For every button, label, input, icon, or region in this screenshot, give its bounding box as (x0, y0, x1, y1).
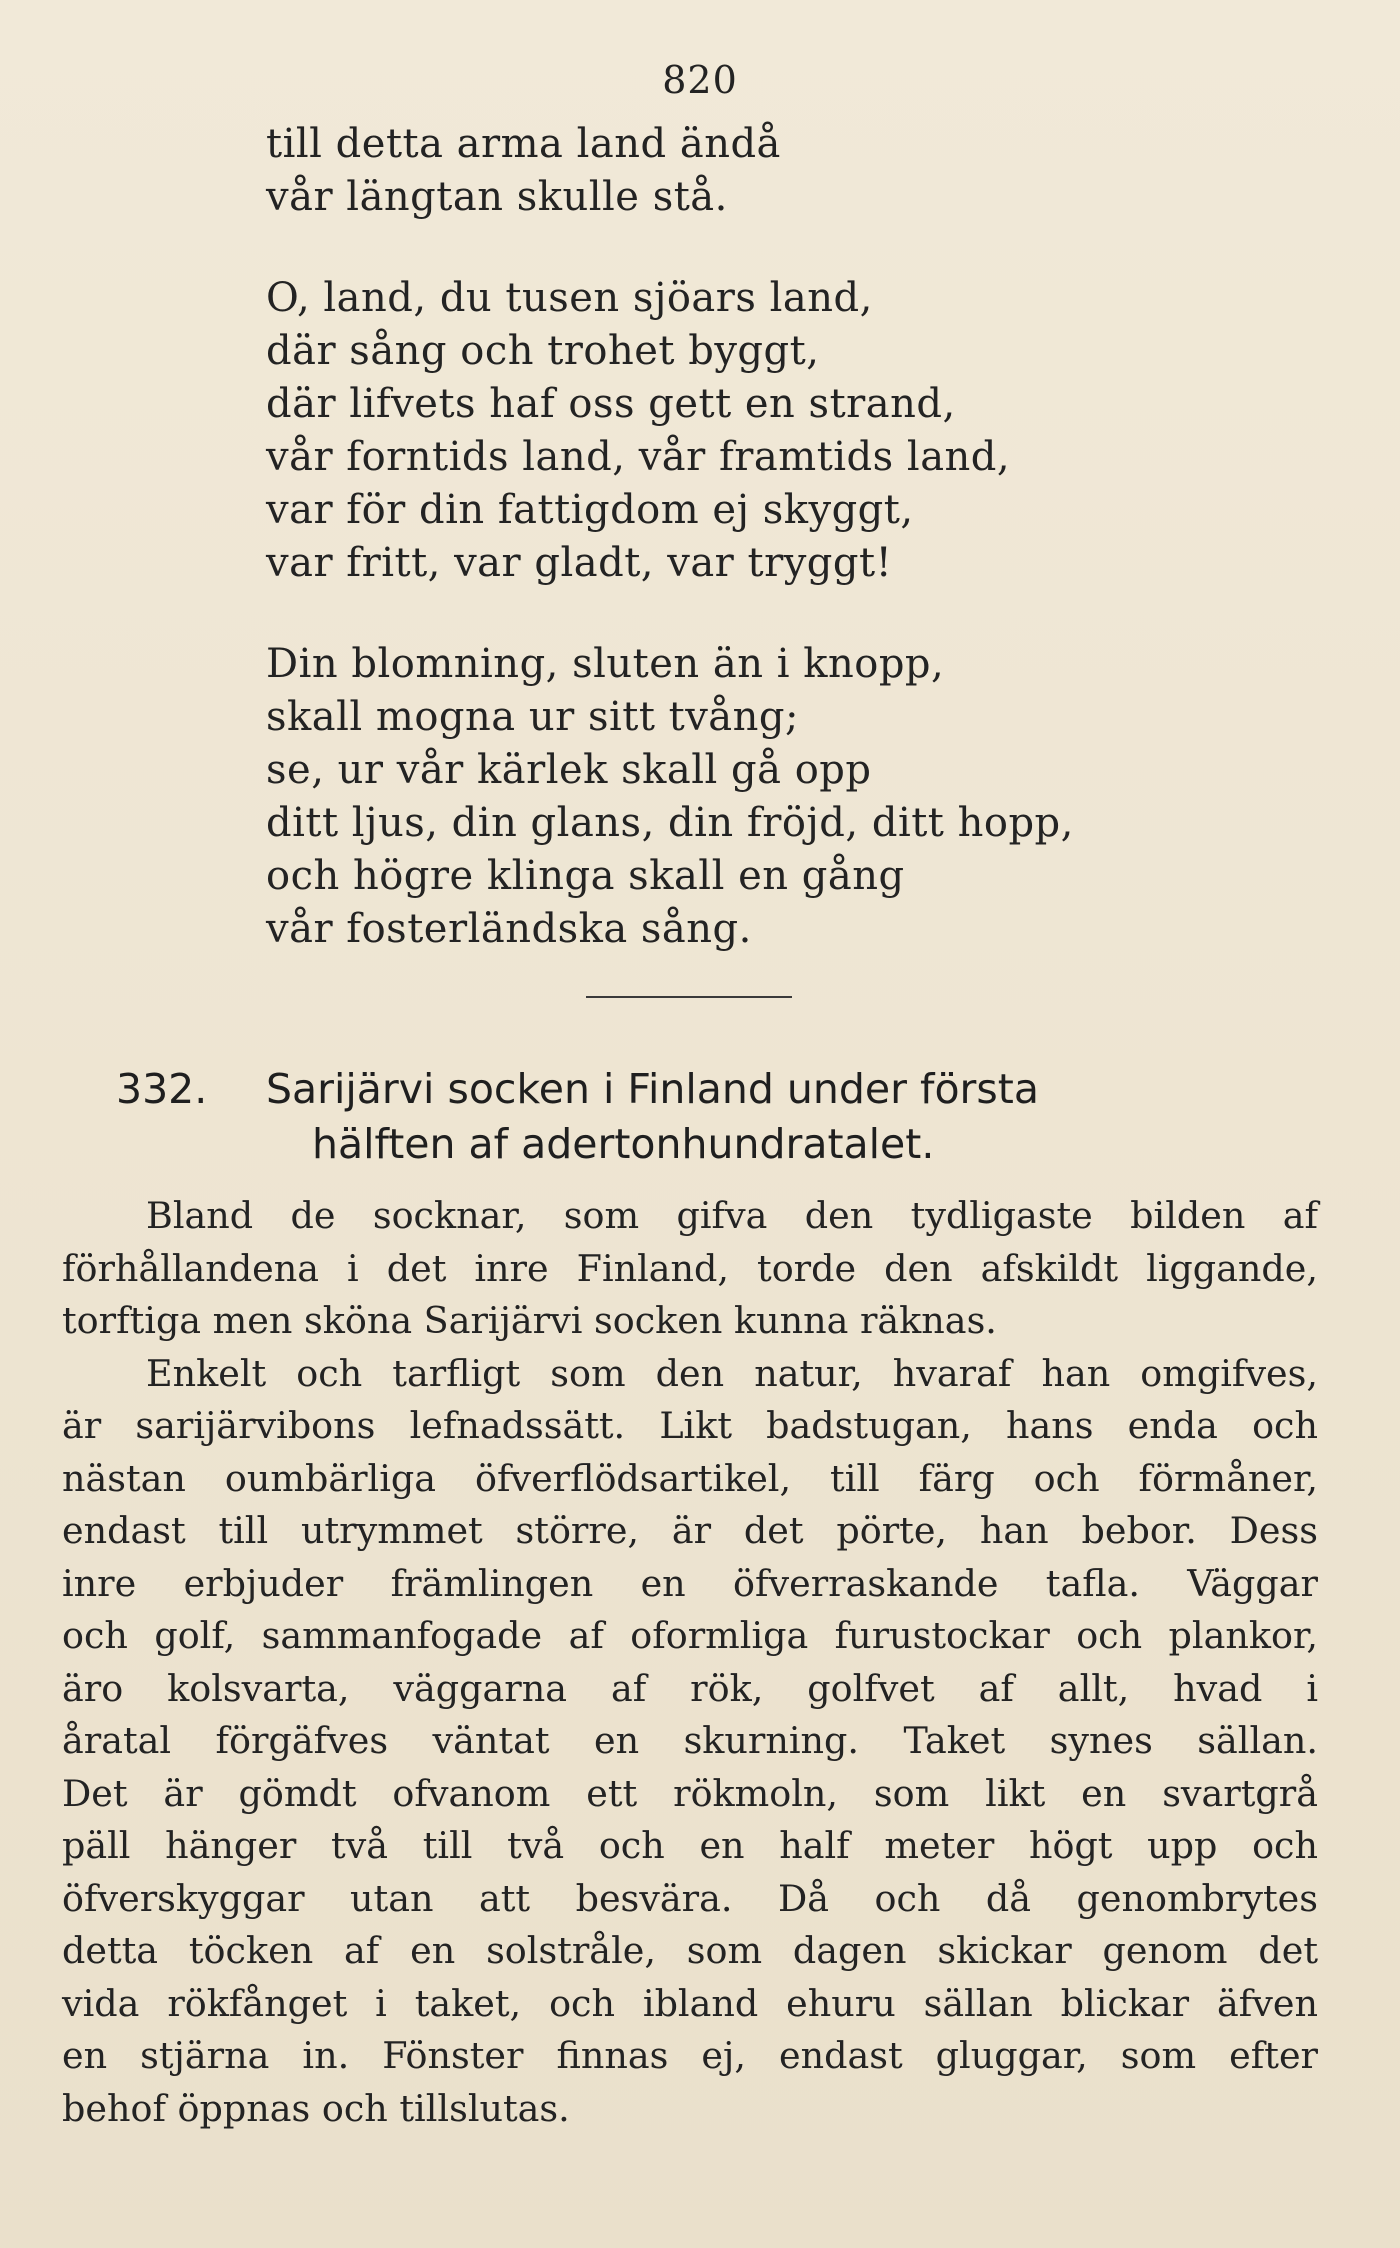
prose-line: päll hänger två till två och en half meter högt upp och (62, 1824, 1318, 1867)
prose-line: och golf, sammanfogade af oformliga furustockar och plankor, (62, 1614, 1318, 1657)
prose-line: Bland de socknar, som gifva den tydligaste bilden af (146, 1194, 1318, 1237)
prose-line: torftiga men sköna Sarijärvi socken kunna räknas. (62, 1299, 997, 1342)
prose-line: vida rökfånget i taket, och ibland ehuru sällan blickar äfven (62, 1981, 1318, 2025)
verse-line: Din blomning, sluten än i knopp, (266, 641, 945, 687)
section-number: 332. (116, 1065, 208, 1113)
section-heading (116, 1062, 1316, 1172)
verse-line: ditt ljus, din glans, din fröjd, ditt hopp, (266, 800, 1074, 846)
verse-line: se, ur vår kärlek skall gå opp (266, 747, 872, 793)
poem-stanza-1 (266, 118, 1266, 224)
prose-line: endast till utrymmet större, är det pörte, han bebor. Dess (62, 1509, 1318, 1552)
prose-line: Enkelt och tarfligt som den natur, hvaraf han omgifves, (146, 1351, 1318, 1395)
prose-line: åratal förgäfves väntat en skurning. Taket synes sällan. (62, 1719, 1318, 1762)
verse-line: vår fosterländska sång. (266, 906, 752, 952)
prose-line: inre erbjuder främlingen en öfverraskande tafla. Väggar (62, 1561, 1318, 1605)
prose-line: Det är gömdt ofvanom ett rökmoln, som likt en svartgrå (62, 1771, 1318, 1815)
prose-line: äro kolsvarta, väggarna af rök, golfvet af allt, hvad i (62, 1666, 1318, 1710)
section-divider (586, 996, 792, 998)
prose-line: detta töcken af en solstråle, som dagen skickar genom det (62, 1929, 1318, 1972)
verse-line: vår längtan skulle stå. (266, 174, 728, 220)
section-heading-line-1 (116, 1062, 1316, 1117)
verse-line: där lifvets haf oss gett en strand, (266, 381, 956, 427)
poem-stanza-2 (266, 272, 1266, 590)
prose-line: är sarijärvibons lefnadssätt. Likt badstugan, hans enda och (62, 1404, 1318, 1447)
verse-line: var för din fattigdom ej skyggt, (266, 487, 914, 533)
verse-line: skall mogna ur sitt tvång; (266, 694, 799, 740)
verse-line: där sång och trohet byggt, (266, 328, 820, 374)
section-heading-line-2: hälften af adertonhundratalet. (312, 1120, 935, 1168)
page-number: 820 (662, 58, 738, 102)
poem-stanza-3 (266, 638, 1266, 956)
verse-line: och högre klinga skall en gång (266, 853, 905, 899)
verse-line: O, land, du tusen sjöars land, (266, 275, 873, 321)
poem (266, 118, 1266, 1004)
prose-line: behof öppnas och tillslutas. (62, 2086, 570, 2130)
prose-line: en stjärna in. Fönster finnas ej, endast gluggar, som efter (62, 2034, 1318, 2077)
prose-body (62, 1190, 1318, 2135)
prose-line: nästan oumbärliga öfverflödsartikel, till färg och förmåner, (62, 1456, 1318, 1500)
prose-line: öfverskyggar utan att besvära. Då och då genombrytes (62, 1876, 1318, 1920)
prose-line: förhållandena i det inre Finland, torde den afskildt liggande, (62, 1246, 1318, 1290)
verse-line: var fritt, var gladt, var tryggt! (266, 540, 893, 586)
verse-line: vår forntids land, vår framtids land, (266, 434, 1011, 480)
verse-line: till detta arma land ändå (266, 121, 781, 167)
section-title-part-1: Sarijärvi socken i Finland under första (266, 1065, 1039, 1113)
